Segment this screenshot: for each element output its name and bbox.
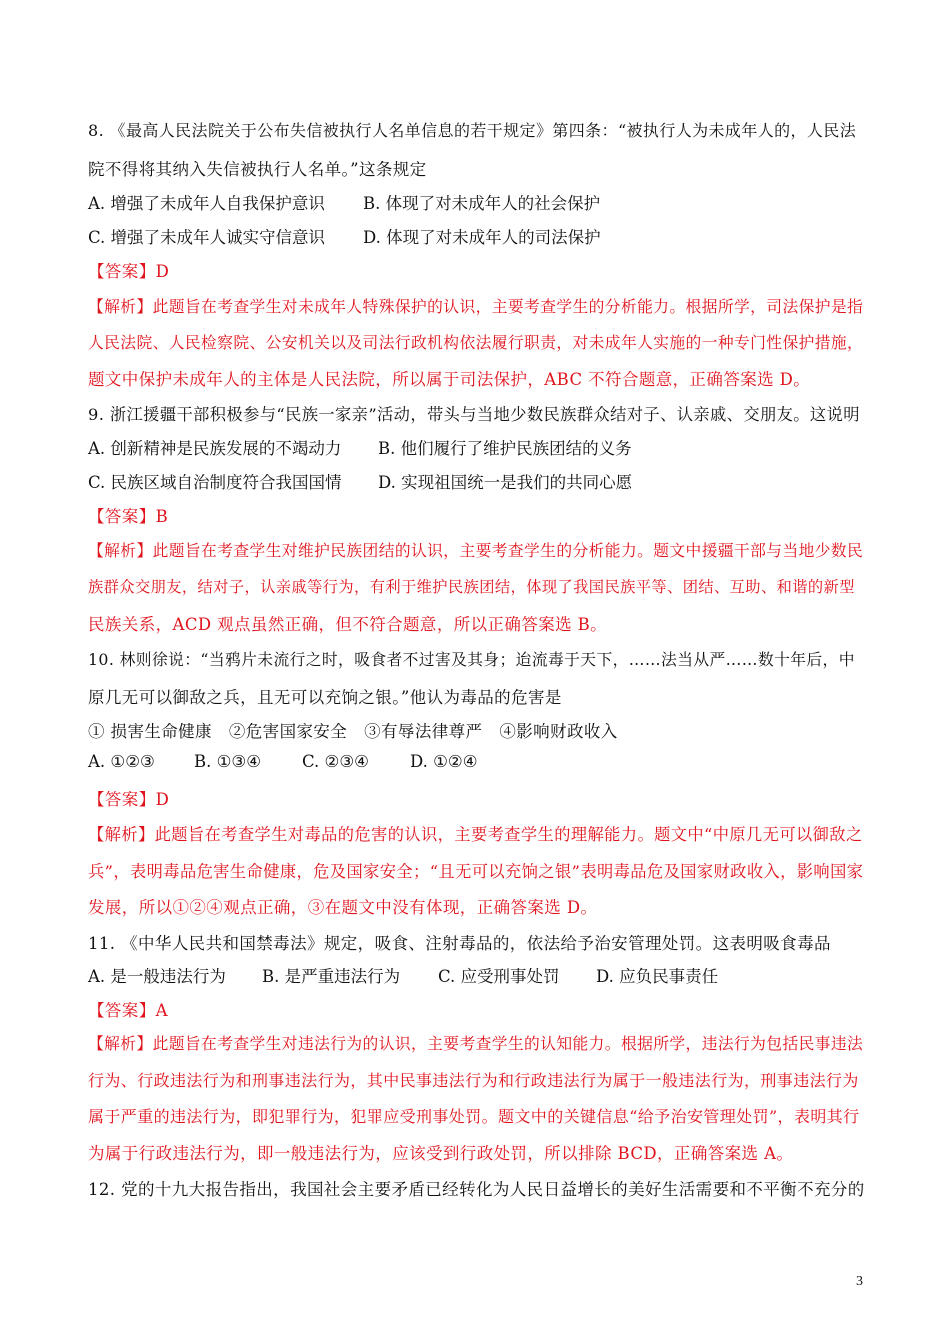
q11-option-a: A. 是一般违法行为: [88, 967, 226, 986]
q10-option-b: B. ①③④: [194, 752, 261, 771]
q11-stem-line-1: 11. 《中华人民共和国禁毒法》规定，吸食、注射毒品的，依法给予治安管理处罚。这表明吸食毒品: [88, 934, 831, 953]
q9-option-c: C. 民族区域自治制度符合我国国情: [88, 473, 342, 492]
q9-option-d: D. 实现祖国统一是我们的共同心愿: [378, 473, 633, 492]
q10-explanation-line-3: 发展，所以①②④观点正确，③在题文中没有体现，正确答案选 D。: [88, 898, 598, 917]
q10-stem-line-2: 原几无可以御敌之兵，且无可以充饷之银。”他认为毒品的危害是: [88, 688, 562, 707]
q10-option-d: D. ①②④: [410, 752, 478, 771]
q11-explanation-line-3: 属于严重的违法行为，即犯罪行为，犯罪应受刑事处罚。题文中的关键信息“给予治安管理处罚”，表明其行: [88, 1107, 860, 1126]
q11-option-c: C. 应受刑事处罚: [438, 967, 560, 986]
q11-option-d: D. 应负民事责任: [596, 967, 719, 986]
q8-stem-line-2: 院不得将其纳入失信被执行人名单。”这条规定: [88, 160, 427, 179]
q11-explanation-line-4: 为属于行政违法行为，即一般违法行为，应该受到行政处罚，所以排除 BCD，正确答案选 A。: [88, 1144, 794, 1163]
q10-option-c: C. ②③④: [302, 752, 369, 771]
q9-option-b: B. 他们履行了维护民族团结的义务: [378, 439, 632, 458]
q8-explanation-line-1: 【解析】此题旨在考查学生对未成年人特殊保护的认识，主要考查学生的分析能力。根据所学，司法保护是指: [88, 297, 864, 316]
q9-option-a: A. 创新精神是民族发展的不竭动力: [88, 439, 342, 458]
q8-option-d: D. 体现了对未成年人的司法保护: [363, 228, 601, 247]
q8-explanation-line-3: 题文中保护未成年人的主体是人民法院，所以属于司法保护，ABC 不符合题意，正确答案选 D。: [88, 370, 811, 389]
q9-answer: 【答案】B: [88, 507, 169, 526]
q10-explanation-line-2: 兵”，表明毒品危害生命健康，危及国家安全；“且无可以充饷之银”表明毒品危及国家财政收入，影响国家: [88, 862, 864, 881]
q9-explanation-line-2: 族群众交朋友，结对子，认亲戚等行为，有利于维护民族团结，体现了我国民族平等、团结、互助、和谐的新型: [88, 578, 855, 596]
q8-explanation-line-2: 人民法院、人民检察院、公安机关以及司法行政机构依法履行职责，对未成年人实施的一种专门性保护措施，: [88, 333, 864, 352]
q9-explanation-line-1: 【解析】此题旨在考查学生对维护民族团结的认识，主要考查学生的分析能力。题文中援疆干部与当地少数民: [88, 541, 864, 560]
q11-explanation-line-1: 【解析】此题旨在考查学生对违法行为的认识，主要考查学生的认知能力。根据所学，违法行为包括民事违法: [88, 1034, 864, 1053]
page-number: 3: [856, 1274, 863, 1289]
q10-items: ① 损害生命健康 ②危害国家安全 ③有辱法律尊严 ④影响财政收入: [88, 722, 618, 741]
q8-option-b: B. 体现了对未成年人的社会保护: [363, 194, 601, 213]
q12-stem-line-1: 12. 党的十九大报告指出，我国社会主要矛盾已经转化为人民日益增长的美好生活需要和不平衡不充分的: [88, 1180, 865, 1199]
q11-explanation-line-2: 行为、行政违法行为和刑事违法行为，其中民事违法行为和行政违法行为属于一般违法行为，刑事违法行为: [88, 1071, 859, 1090]
q8-stem-line-1: 8. 《最高人民法院关于公布失信被执行人名单信息的若干规定》第四条：“被执行人为未成年人的，人民法: [88, 121, 857, 140]
q10-option-a: A. ①②③: [88, 752, 155, 771]
q8-option-c: C. 增强了未成年人诚实守信意识: [88, 228, 326, 247]
q9-stem-line-1: 9. 浙江援疆干部积极参与“民族一家亲”活动，带头与当地少数民族群众结对子、认亲戚、交朋友。这说明: [88, 405, 860, 424]
q11-answer: 【答案】A: [88, 1001, 168, 1020]
q10-explanation-line-1: 【解析】此题旨在考查学生对毒品的危害的认识，主要考查学生的理解能力。题文中“中原几无可以御敌之: [88, 825, 863, 844]
q11-option-b: B. 是严重违法行为: [262, 967, 401, 986]
q8-answer: 【答案】D: [88, 262, 170, 281]
q10-answer: 【答案】D: [88, 790, 170, 809]
q8-option-a: A. 增强了未成年人自我保护意识: [88, 194, 325, 213]
q10-stem-line-1: 10. 林则徐说：“当鸦片未流行之时，吸食者不过害及其身；迨流毒于天下，……法当从严……数十年后，中: [88, 650, 855, 669]
q9-explanation-line-3: 民族关系，ACD 观点虽然正确，但不符合题意，所以正确答案选 B。: [88, 615, 608, 634]
